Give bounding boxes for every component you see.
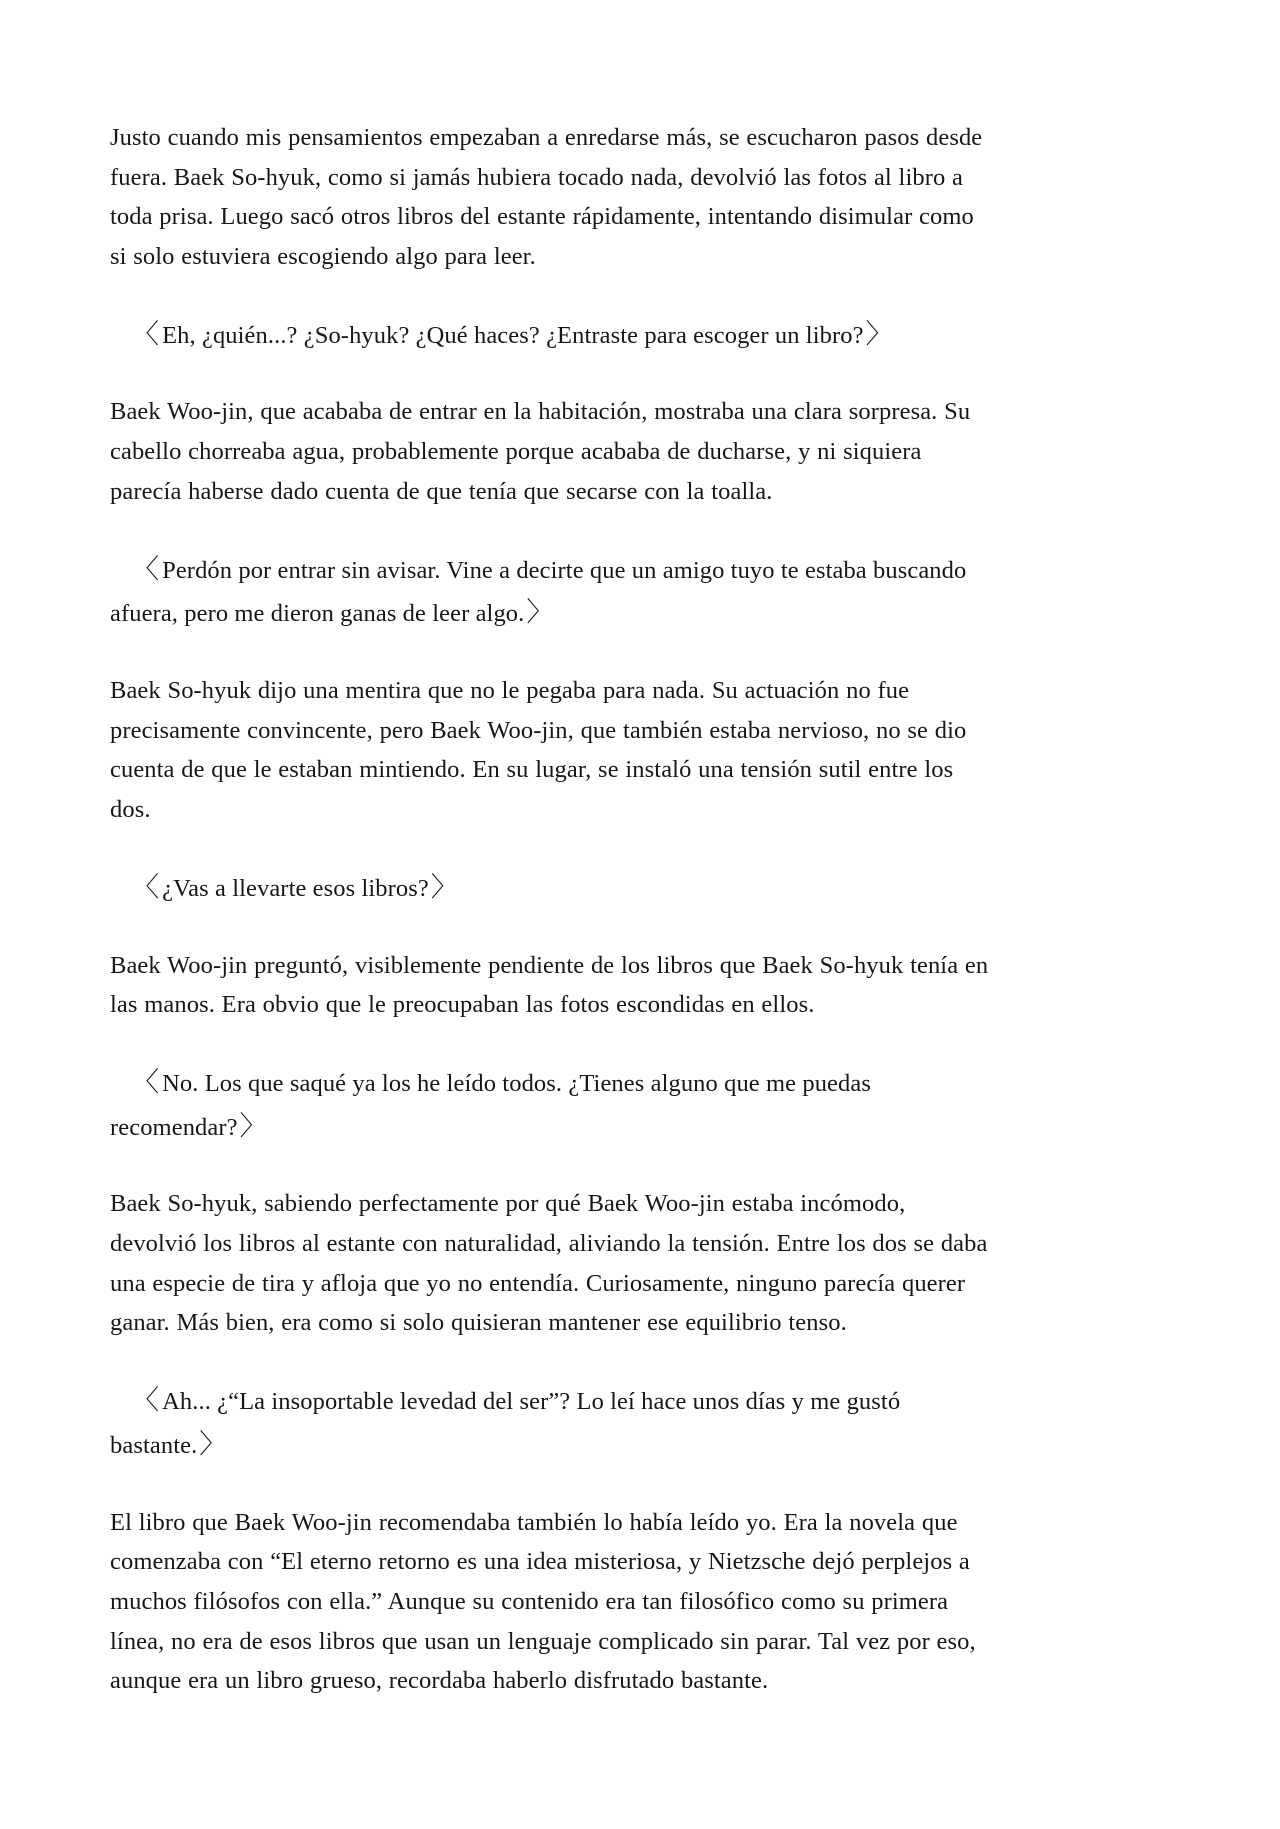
dialogue-open-bracket: 〈 [132,553,160,584]
dialogue-line [110,866,990,910]
paragraph: El libro que Baek Woo-jin recomendaba también lo había leído yo. Era la novela que comenzaba con “El eterno retorno es una idea misteriosa, y Nietzsche dejó perplejos a muchos filósofos con ella.” Aunque su contenido era tan filosófico como su primera línea, no era de esos libros que usan un lenguaje complicado sin parar. Tal vez por eso, aunque era un libro grueso, recordaba haberlo disfrutado bastante. [110,1508,976,1695]
dialogue-line [110,548,990,635]
paragraph: Baek Woo-jin preguntó, visiblemente pendiente de los libros que Baek So-hyuk tenía en las manos. Era obvio que le preocupaban las fotos escondidas en ellos. [110,951,989,1019]
dialogue-close-bracket: 〉 [865,318,893,349]
dialogue-line [110,1061,990,1148]
document-body [110,118,990,1701]
paragraph: Justo cuando mis pensamientos empezaban a enredarse más, se escucharon pasos desde fuera. Baek So-hyuk, como si jamás hubiera tocado nada, devolvió las fotos al libro a toda prisa. Luego sacó otros libros del estante rápidamente, intentando disimular como si solo estuviera escogiendo algo para leer. [110,124,983,271]
dialogue-text: No. Los que saqué ya los he leído todos. ¿Tienes alguno que me puedas recomendar? [110,1069,871,1141]
dialogue-close-bracket: 〉 [199,1428,227,1459]
dialogue-line [110,1379,990,1466]
dialogue-open-bracket: 〈 [132,1066,160,1097]
dialogue-open-bracket: 〈 [132,318,160,349]
dialogue-text: Perdón por entrar sin avisar. Vine a decirte que un amigo tuyo te estaba buscando afuera, pero me dieron ganas de leer algo. [110,556,967,628]
dialogue-text: Eh, ¿quién...? ¿So-hyuk? ¿Qué haces? ¿Entraste para escoger un libro? [162,321,864,349]
dialogue-close-bracket: 〉 [430,871,458,902]
dialogue-open-bracket: 〈 [132,871,160,902]
dialogue-open-bracket: 〈 [132,1385,160,1416]
dialogue-close-bracket: 〉 [526,597,554,628]
paragraph: Baek So-hyuk dijo una mentira que no le pegaba para nada. Su actuación no fue precisamente convincente, pero Baek Woo-jin, que también estaba nervioso, no se dio cuenta de que le estaban mintiendo. En su lugar, se instaló una tensión sutil entre los dos. [110,677,967,824]
paragraph: Baek Woo-jin, que acababa de entrar en la habitación, mostraba una clara sorpresa. Su cabello chorreaba agua, probablemente porque acababa de ducharse, y ni siquiera parecía haberse dado cuenta de que tenía que secarse con la toalla. [110,398,971,505]
dialogue-text: ¿Vas a llevarte esos libros? [162,874,429,902]
paragraph: Baek So-hyuk, sabiendo perfectamente por qué Baek Woo-jin estaba incómodo, devolvió los libros al estante con naturalidad, aliviando la tensión. Entre los dos se daba una especie de tira y afloja que yo no entendía. Curiosamente, ninguno parecía querer ganar. Más bien, era como si solo quisieran mantener ese equilibrio tenso. [110,1190,988,1337]
dialogue-close-bracket: 〉 [239,1110,267,1141]
dialogue-line [110,313,990,357]
dialogue-text: Ah... ¿“La insoportable levedad del ser”? Lo leí hace unos días y me gustó bastante. [110,1388,901,1459]
